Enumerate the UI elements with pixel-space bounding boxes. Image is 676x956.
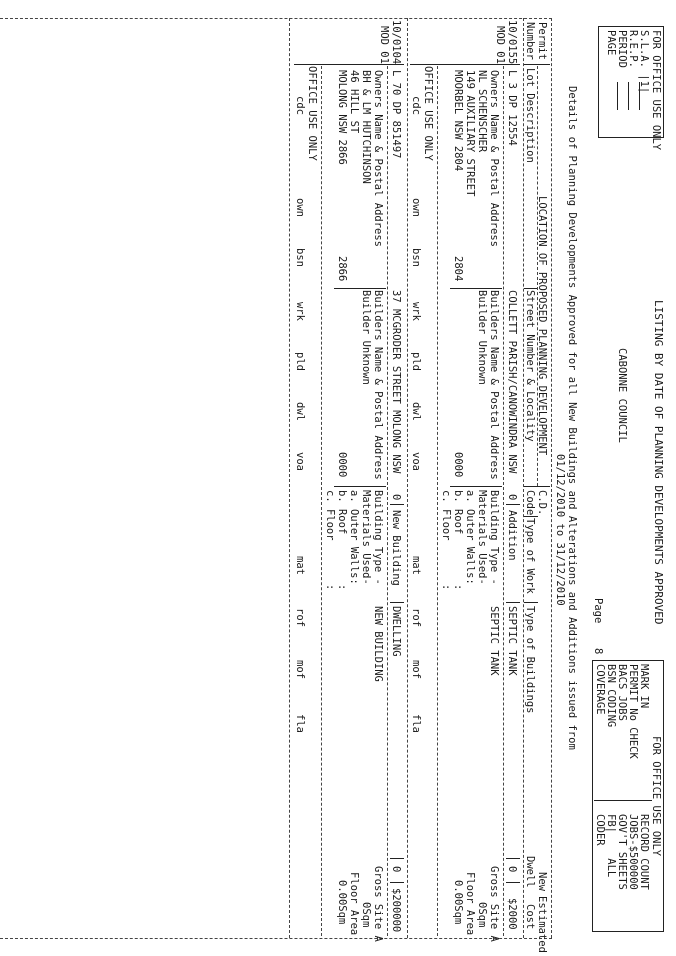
record-outer-walls: a. Outer Walls: bbox=[464, 490, 476, 585]
record-gross-site-label: Gross Site A bbox=[488, 866, 500, 942]
office-right-permit-check: PERMIT No CHECK bbox=[627, 664, 639, 759]
record-builder-postcode: 0000 bbox=[452, 452, 464, 478]
col-number: Number bbox=[524, 22, 536, 60]
col-lot-description: Lot Description bbox=[524, 68, 536, 163]
col-dwell: Dwell bbox=[524, 856, 536, 888]
record-building-type-label: Building Type - bbox=[372, 490, 384, 585]
office-row-fla: fla bbox=[294, 714, 306, 733]
record-permit-mod: MOD 01 bbox=[494, 26, 506, 64]
subtitle-line-2: 01/12/2010 to 31/12/2010 bbox=[554, 454, 566, 606]
record-roof-colon: : bbox=[452, 584, 464, 591]
record-owner-name: NL SCHENSCHER bbox=[476, 70, 488, 153]
office-row-bsn: bsn bbox=[410, 248, 422, 267]
record-materials-label: Materials Used- bbox=[476, 490, 488, 585]
record-type-of-work: New Building bbox=[390, 510, 402, 586]
office-right-heading: FOR OFFICE USE ONLY bbox=[650, 736, 662, 857]
office-left-rep: R.E.P. bbox=[627, 30, 639, 68]
subtitle-line-1: Details of Planning Developments Approved for all New Buildings and Alterations and Additions issued from bbox=[566, 86, 578, 750]
record-roof: b. Roof bbox=[452, 490, 464, 535]
record-type-of-buildings: SEPTIC TANK bbox=[506, 606, 518, 676]
record-street: 37 MCGRODER STREET MOLONG NSW bbox=[390, 290, 402, 474]
office-right-coder: CODER bbox=[594, 814, 606, 846]
office-row-fla: fla bbox=[410, 714, 422, 733]
record-builders-label: Builders Name & Postal Address bbox=[488, 290, 500, 480]
office-row-pld: pld bbox=[294, 352, 306, 371]
page-label: Page bbox=[592, 598, 604, 624]
office-row-dwl: dwl bbox=[294, 402, 306, 421]
col-cost: Cost bbox=[524, 904, 536, 930]
col-permit: Permit bbox=[536, 22, 548, 60]
record-roof: b. Roof bbox=[336, 490, 348, 535]
office-right-bsn-coding: BSN CODING bbox=[605, 664, 617, 728]
record-cost: $2000 bbox=[506, 898, 518, 930]
record-building-type-value: SEPTIC TANK bbox=[488, 606, 500, 676]
office-row-voa: voa bbox=[294, 452, 306, 471]
office-row-label: OFFICE USE ONLY bbox=[422, 66, 434, 161]
record-floor: c. Floor bbox=[440, 490, 452, 541]
office-right-bacs-jobs: BACS JOBS bbox=[616, 664, 628, 721]
col-code: Code bbox=[524, 490, 536, 516]
record-materials-label: Materials Used- bbox=[360, 490, 372, 585]
record-floor-area-label: Floor Area bbox=[348, 872, 360, 936]
office-row-wrk: wrk bbox=[294, 302, 306, 321]
record-permit-number: 10/0155 bbox=[506, 20, 518, 65]
record-owners-label: Owners Name & Postal Address bbox=[488, 70, 500, 248]
office-row-cdc: cdc bbox=[294, 96, 306, 115]
record-permit-number: 10/0104 bbox=[390, 20, 402, 65]
record-street: COLLETT PARISH/CANOWINDRA NSW bbox=[506, 290, 518, 474]
col-new: New bbox=[536, 872, 548, 891]
record-roof-colon: : bbox=[336, 584, 348, 591]
record-owner-street: 149 AUXILIARY STREET bbox=[464, 70, 476, 197]
listing-title: LISTING BY DATE OF PLANNING DEVELOPMENTS APPROVED bbox=[652, 300, 665, 625]
record-builder-name: Builder Unknown bbox=[360, 290, 372, 385]
office-right-fb-all: FB| ALL bbox=[605, 814, 617, 878]
record-owner-street: 46 HILL ST bbox=[348, 70, 360, 134]
col-type-of-buildings: Type of Buildings bbox=[524, 606, 536, 714]
office-right-jobs: JOBS-$500000 bbox=[627, 814, 639, 890]
record-owner-postcode: 2866 bbox=[336, 256, 348, 282]
office-row-cdc: cdc bbox=[410, 96, 422, 115]
office-right-govt-sheets: GOV'T SHEETS bbox=[616, 814, 628, 890]
record-dwell: 0 bbox=[506, 866, 518, 873]
office-row-pld: pld bbox=[410, 352, 422, 371]
record-owner-postcode: 2804 bbox=[452, 256, 464, 282]
office-row-wrk: wrk bbox=[410, 302, 422, 321]
office-row-bsn: bsn bbox=[294, 248, 306, 267]
office-row-voa: voa bbox=[410, 452, 422, 471]
record-code: 0 bbox=[506, 494, 518, 501]
office-left-heading: FOR OFFICE USE ONLY bbox=[650, 30, 662, 151]
office-row-own: own bbox=[294, 198, 306, 217]
office-left-page: PAGE bbox=[605, 30, 617, 56]
office-row-label: OFFICE USE ONLY bbox=[306, 66, 318, 161]
office-row-dwl: dwl bbox=[410, 402, 422, 421]
office-right-record-count: RECORD COUNT bbox=[638, 814, 650, 890]
council-name: CABONNE COUNCIL bbox=[616, 348, 628, 443]
record-gross-site-value: 0Sqm bbox=[360, 902, 372, 928]
office-left-sla: S.L.A. |1| bbox=[638, 30, 650, 94]
record-outer-walls: a. Outer Walls: bbox=[348, 490, 360, 585]
record-builders-label: Builders Name & Postal Address bbox=[372, 290, 384, 480]
office-row-mat: mat bbox=[410, 556, 422, 575]
record-cost: $200000 bbox=[390, 888, 402, 933]
record-lot-description: L 70 DP 851497 bbox=[390, 70, 402, 159]
record-owner-town: MOLONG NSW 2866 bbox=[336, 70, 348, 165]
office-right-coverage: COVERAGE bbox=[594, 664, 606, 715]
record-floor-area-value: 0.00Sqm bbox=[452, 880, 464, 925]
col-cd: C.D. bbox=[536, 490, 548, 516]
record-code: 0 bbox=[390, 494, 402, 501]
record-owner-name: BH & LM HUTCHINSON bbox=[360, 70, 372, 184]
office-row-mof: mof bbox=[410, 660, 422, 679]
office-right-mark-in: MARK IN bbox=[638, 664, 650, 709]
record-floor-area-value: 0.00Sqm bbox=[336, 880, 348, 925]
office-row-rof: rof bbox=[410, 608, 422, 627]
record-dwell: 0 bbox=[390, 866, 402, 873]
record-floor-area-label: Floor Area bbox=[464, 872, 476, 936]
col-estimated: Estimated bbox=[536, 896, 548, 953]
record-permit-mod: MOD 01 bbox=[378, 26, 390, 64]
record-builder-postcode: 0000 bbox=[336, 452, 348, 478]
record-floor-colon: : bbox=[440, 584, 452, 591]
col-street: Street Number & Locality bbox=[524, 290, 536, 442]
page-number: 8 bbox=[592, 648, 604, 655]
record-floor-colon: : bbox=[324, 584, 336, 591]
record-builder-name: Builder Unknown bbox=[476, 290, 488, 385]
record-owner-town: MOORBEL NSW 2804 bbox=[452, 70, 464, 172]
record-gross-site-value: 0Sqm bbox=[476, 902, 488, 928]
office-row-mof: mof bbox=[294, 660, 306, 679]
record-type-of-buildings: DWELLING bbox=[390, 606, 402, 657]
col-type-of-work: Type of Work bbox=[524, 518, 536, 594]
office-row-mat: mat bbox=[294, 556, 306, 575]
record-gross-site-label: Gross Site A bbox=[372, 866, 384, 942]
record-type-of-work: Addition bbox=[506, 510, 518, 561]
record-building-type-value: NEW BUILDING bbox=[372, 606, 384, 682]
office-left-period: PERIOD bbox=[616, 30, 628, 68]
office-row-own: own bbox=[410, 198, 422, 217]
col-location-group: LOCATION OF PROPOSED PLANNING DEVELOPMENT bbox=[536, 196, 548, 456]
record-building-type-label: Building Type - bbox=[488, 490, 500, 585]
office-row-rof: rof bbox=[294, 608, 306, 627]
record-floor: c. Floor bbox=[324, 490, 336, 541]
record-lot-description: L 3 DP 12554 bbox=[506, 70, 518, 146]
record-owners-label: Owners Name & Postal Address bbox=[372, 70, 384, 248]
